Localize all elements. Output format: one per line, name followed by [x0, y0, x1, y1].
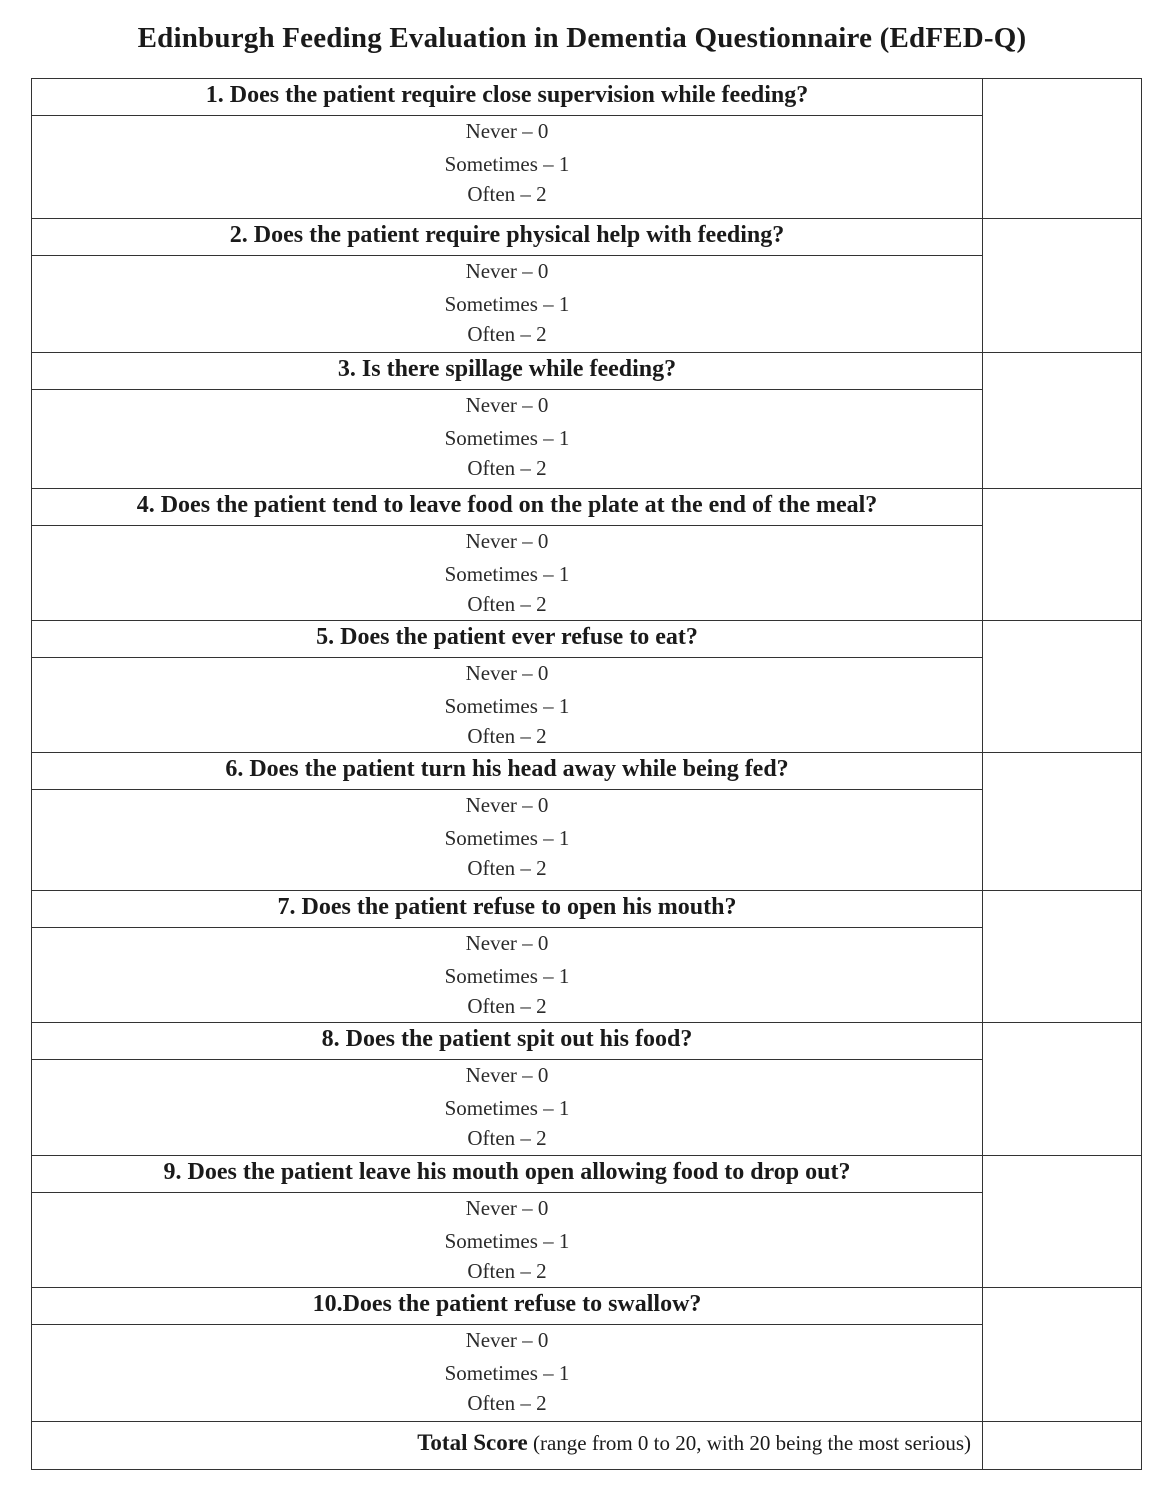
question-header-divider	[31, 927, 983, 928]
question-item	[31, 218, 983, 352]
total-score-note: (range from 0 to 20, with 20 being the most serious)	[527, 1431, 971, 1455]
answer-option: Sometimes – 1	[444, 426, 570, 450]
score-input-cell[interactable]	[983, 79, 1141, 217]
answer-option: Sometimes – 1	[444, 292, 570, 316]
answer-option: Sometimes – 1	[444, 562, 570, 586]
score-input-cell[interactable]	[983, 753, 1141, 889]
answer-option: Never – 0	[465, 1063, 549, 1087]
question-item	[31, 620, 983, 752]
question-header-divider	[31, 389, 983, 390]
answer-option: Never – 0	[465, 259, 549, 283]
question-header-divider	[31, 1324, 983, 1325]
answer-option: Often – 2	[467, 724, 547, 748]
question-text: 10.Does the patient refuse to swallow?	[312, 1291, 702, 1317]
question-text: 1. Does the patient require close supervision while feeding?	[205, 82, 809, 108]
page-title: Edinburgh Feeding Evaluation in Dementia Questionnaire (EdFED-Q)	[137, 22, 1027, 54]
total-row-separator	[31, 1421, 1142, 1422]
answer-option: Sometimes – 1	[444, 1096, 570, 1120]
score-input-cell[interactable]	[983, 1023, 1141, 1154]
score-input-cell[interactable]	[983, 1288, 1141, 1420]
answer-option: Often – 2	[467, 1126, 547, 1150]
question-item	[31, 1022, 983, 1155]
answer-option: Sometimes – 1	[444, 964, 570, 988]
question-item	[31, 488, 983, 620]
answer-option: Often – 2	[467, 322, 547, 346]
answer-option: Never – 0	[465, 931, 549, 955]
question-header-divider	[31, 115, 983, 116]
question-header-divider	[31, 1192, 983, 1193]
question-item	[31, 78, 983, 218]
question-item	[31, 1287, 983, 1421]
score-input-cell[interactable]	[983, 219, 1141, 351]
question-item	[31, 352, 983, 488]
question-item	[31, 752, 983, 890]
answer-option: Often – 2	[467, 994, 547, 1018]
answer-option: Often – 2	[467, 592, 547, 616]
question-text: 9. Does the patient leave his mouth open allowing food to drop out?	[163, 1159, 851, 1185]
score-input-cell[interactable]	[983, 1156, 1141, 1286]
question-header-divider	[31, 789, 983, 790]
question-text: 5. Does the patient ever refuse to eat?	[316, 624, 698, 650]
question-text: 8. Does the patient spit out his food?	[321, 1026, 693, 1052]
question-item	[31, 890, 983, 1022]
question-header-divider	[31, 1059, 983, 1060]
answer-option: Sometimes – 1	[444, 826, 570, 850]
question-text: 2. Does the patient require physical help with feeding?	[229, 222, 785, 248]
score-input-cell[interactable]	[983, 353, 1141, 487]
total-score-row	[31, 1430, 971, 1456]
answer-option: Sometimes – 1	[444, 1229, 570, 1253]
question-text: 6. Does the patient turn his head away while being fed?	[225, 756, 789, 782]
answer-option: Often – 2	[467, 856, 547, 880]
answer-option: Sometimes – 1	[444, 152, 570, 176]
question-text: 4. Does the patient tend to leave food on the plate at the end of the meal?	[136, 492, 878, 518]
question-text: 3. Is there spillage while feeding?	[337, 356, 677, 382]
question-header-divider	[31, 657, 983, 658]
answer-option: Often – 2	[467, 1259, 547, 1283]
answer-option: Never – 0	[465, 661, 549, 685]
question-header-divider	[31, 255, 983, 256]
score-input-cell[interactable]	[983, 489, 1141, 619]
answer-option: Often – 2	[467, 182, 547, 206]
score-input-cell[interactable]	[983, 891, 1141, 1021]
answer-option: Sometimes – 1	[444, 694, 570, 718]
answer-option: Never – 0	[465, 393, 549, 417]
total-score-input-cell[interactable]	[983, 1422, 1141, 1469]
question-text: 7. Does the patient refuse to open his mouth?	[277, 894, 737, 920]
answer-option: Never – 0	[465, 793, 549, 817]
answer-option: Never – 0	[465, 1328, 549, 1352]
answer-option: Often – 2	[467, 1391, 547, 1415]
score-input-cell[interactable]	[983, 621, 1141, 751]
answer-option: Never – 0	[465, 119, 549, 143]
question-header-divider	[31, 525, 983, 526]
answer-option: Never – 0	[465, 1196, 549, 1220]
answer-option: Sometimes – 1	[444, 1361, 570, 1385]
question-item	[31, 1155, 983, 1287]
answer-option: Often – 2	[467, 456, 547, 480]
answer-option: Never – 0	[465, 529, 549, 553]
total-score-label: Total Score	[417, 1430, 528, 1455]
